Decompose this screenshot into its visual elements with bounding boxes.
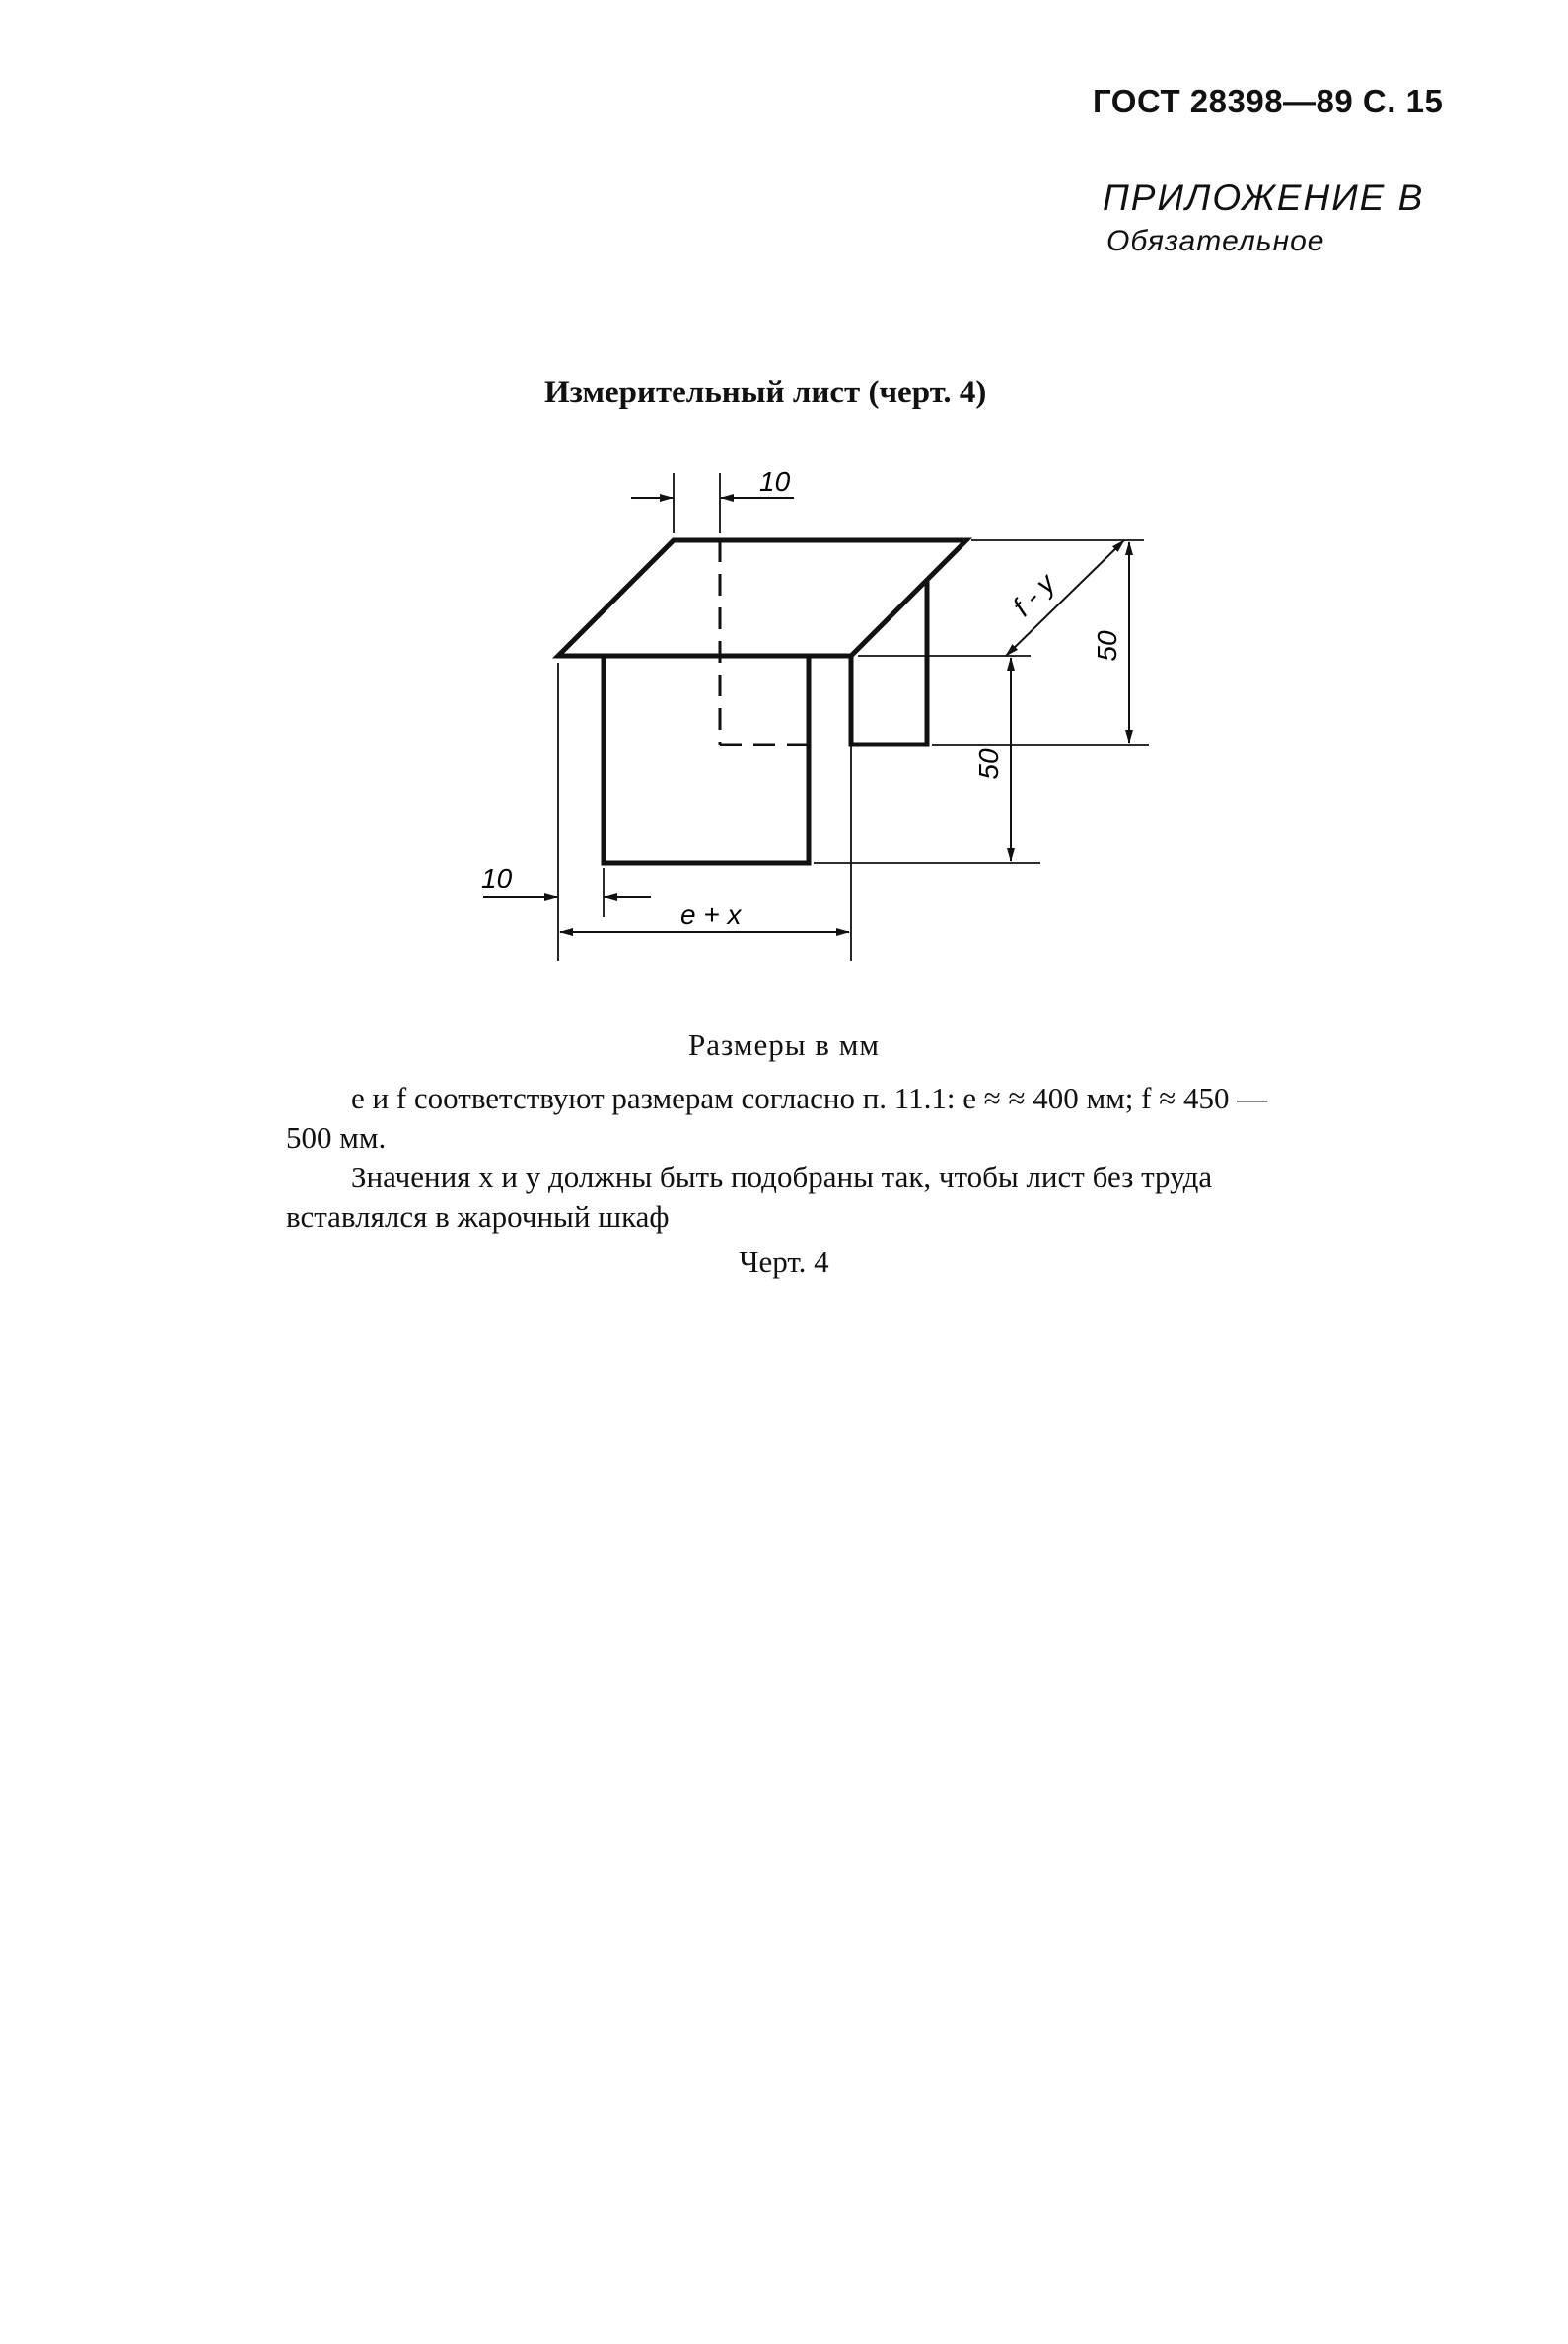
dim-height-lower: 50: [973, 748, 1004, 780]
sheet-outline: [558, 540, 966, 863]
note-paragraph-2: Значения x и y должны быть подобраны так, чтобы лист без труда вставлялся в жарочный шкаф: [286, 1160, 1213, 1234]
sheet-right-fold: [851, 580, 927, 745]
appendix-status: Обязательное: [1106, 225, 1325, 257]
dim-width-label: e + x: [680, 899, 742, 930]
dim-top-offset: 10: [759, 466, 791, 497]
dim-left-offset: 10: [481, 863, 513, 893]
hidden-lines: [720, 540, 809, 745]
figure-caption: Черт. 4: [739, 1244, 829, 1279]
dim-height-upper: 50: [1092, 630, 1122, 662]
sheet-top-face: [558, 540, 966, 656]
sheet-front-face: [604, 656, 809, 863]
dim-depth-label: f - y: [1006, 567, 1061, 622]
note-paragraph-1: e и f соответствуют размерам согласно п. 11.1: e ≈ ≈ 400 мм; f ≈ 450 — 500 мм.: [286, 1081, 1268, 1155]
page-header: ГОСТ 28398—89 С. 15: [1093, 83, 1444, 119]
appendix-title: ПРИЛОЖЕНИЕ В: [1103, 178, 1425, 218]
measuring-sheet-drawing: [0, 0, 1568, 986]
figure-title: Измерительный лист (черт. 4): [544, 375, 987, 410]
units-note: Размеры в мм: [688, 1028, 880, 1062]
